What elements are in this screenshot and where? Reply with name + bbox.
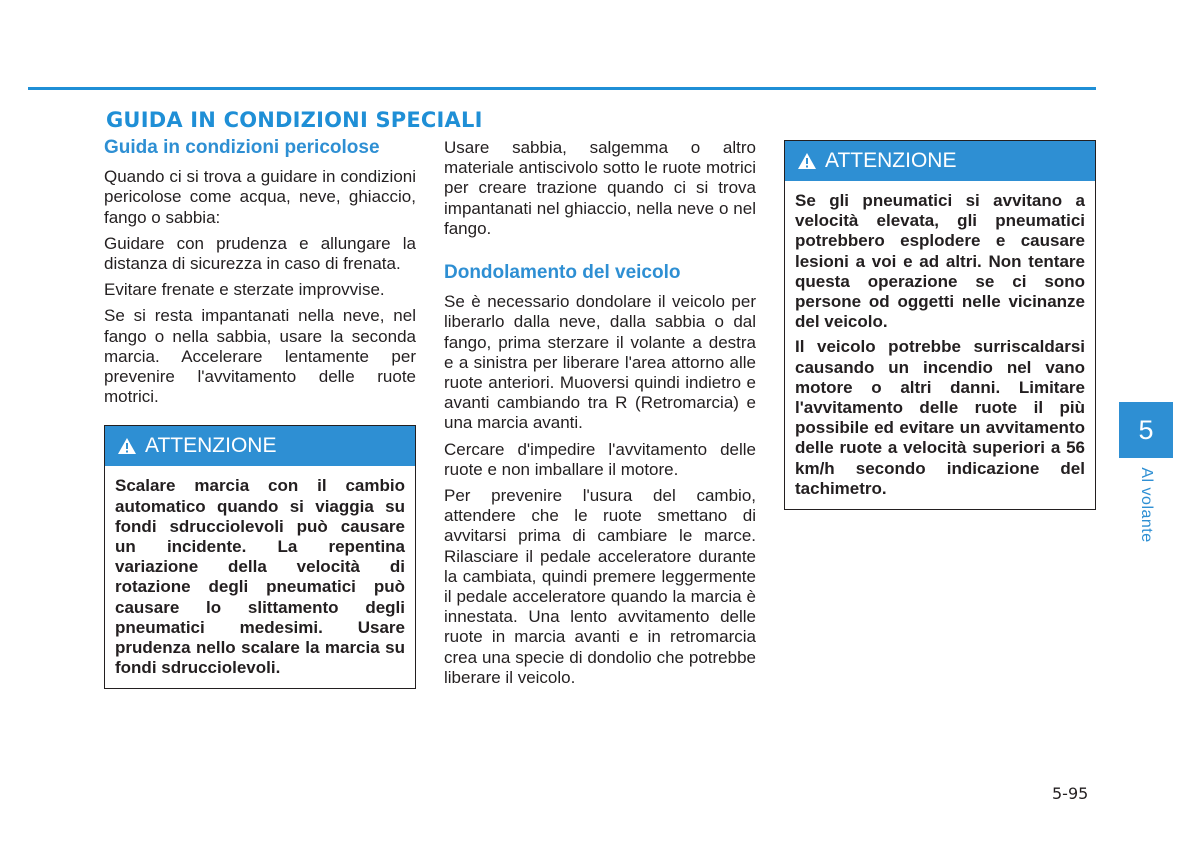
paragraph: Se si resta impantanati nella neve, nel fango o nella sabbia, usare la seconda marcia. Accelerare lentamente per prevenire l'avvitamento delle ruote motrici. <box>104 306 416 407</box>
column-right <box>784 138 1096 510</box>
warning-text: Il veicolo potrebbe surriscaldarsi causando un incendio nel vano motore o altri danni. Limitare l'avvitamento delle ruote il più possibile ed evitare un avvitamento delle ruote a velocità superiori a 56 km/h secondo indicazione del tachimetro. <box>795 337 1085 498</box>
page-number: 5-95 <box>1052 784 1089 803</box>
warning-triangle-icon <box>797 152 817 170</box>
chapter-tab: 5 <box>1119 402 1173 458</box>
warning-text: Scalare marcia con il cambio automatico quando si viaggia su fondi sdrucciolevoli può causare un incidente. La repentina variazione della velocità di rotazione degli pneumatici può causare lo slittamento degli pneumatici medesimi. Usare prudenza nello scalare la marcia su fondi sdrucciolevoli. <box>115 476 405 678</box>
warning-body <box>785 181 1095 509</box>
column-left <box>104 138 416 689</box>
warning-box <box>784 140 1096 510</box>
heading-hazardous-conditions: Guida in condizioni pericolose <box>104 137 380 158</box>
warning-title: ATTENZIONE <box>145 434 277 458</box>
chapter-label: Al volante <box>1138 467 1155 543</box>
warning-box <box>104 425 416 689</box>
paragraph: Usare sabbia, salgemma o altro materiale antiscivolo sotto le ruote motrici per creare trazione quando ci si trova impantanati nel ghiaccio, nella neve o nel fango. <box>444 138 756 238</box>
warning-triangle-icon <box>117 437 137 455</box>
warning-header <box>785 141 1095 181</box>
paragraph: Evitare frenate e sterzate improvvise. <box>104 280 385 300</box>
heading-rocking-vehicle: Dondolamento del veicolo <box>444 262 681 284</box>
paragraph: Per prevenire l'usura del cambio, attendere che le ruote smettano di avvitarsi prima di cambiare le marce. Rilasciare il pedale acceleratore durante la cambiata, quindi premere leggermente il pedale acceleratore quando la marcia è innestata. Una lento avvitamento delle ruote in marcia avanti e in retromarcia crea una specie di dondolio che potrebbe liberare il veicolo. <box>444 486 756 687</box>
paragraph: Guidare con prudenza e allungare la distanza di sicurezza in caso di frenata. <box>104 233 416 274</box>
section-title: GUIDA IN CONDIZIONI SPECIALI <box>106 108 483 132</box>
paragraph: Cercare d'impedire l'avvitamento delle ruote e non imballare il motore. <box>444 439 756 479</box>
warning-text: Se gli pneumatici si avvitano a velocità elevata, gli pneumatici potrebbero esplodere e causare lesioni a voi e ad altri. Non tentare questa operazione se ci sono persone od oggetti nelle vicinanze del veicolo. <box>795 191 1085 332</box>
warning-body <box>105 466 415 688</box>
header-rule <box>28 87 1096 90</box>
paragraph: Se è necessario dondolare il veicolo per liberarlo dalla neve, dalla sabbia o dal fango, prima sterzare il volante a destra e a sinistra per liberare l'area attorno alle ruote anteriori. Muoversi quindi indietro e avanti cambiando tra R (Retromarcia) e una marcia avanti. <box>444 292 756 433</box>
paragraph: Quando ci si trova a guidare in condizioni pericolose come acqua, neve, ghiaccio, fango o sabbia: <box>104 167 416 227</box>
warning-title: ATTENZIONE <box>825 148 957 172</box>
warning-header <box>105 426 415 466</box>
column-middle <box>444 138 756 694</box>
